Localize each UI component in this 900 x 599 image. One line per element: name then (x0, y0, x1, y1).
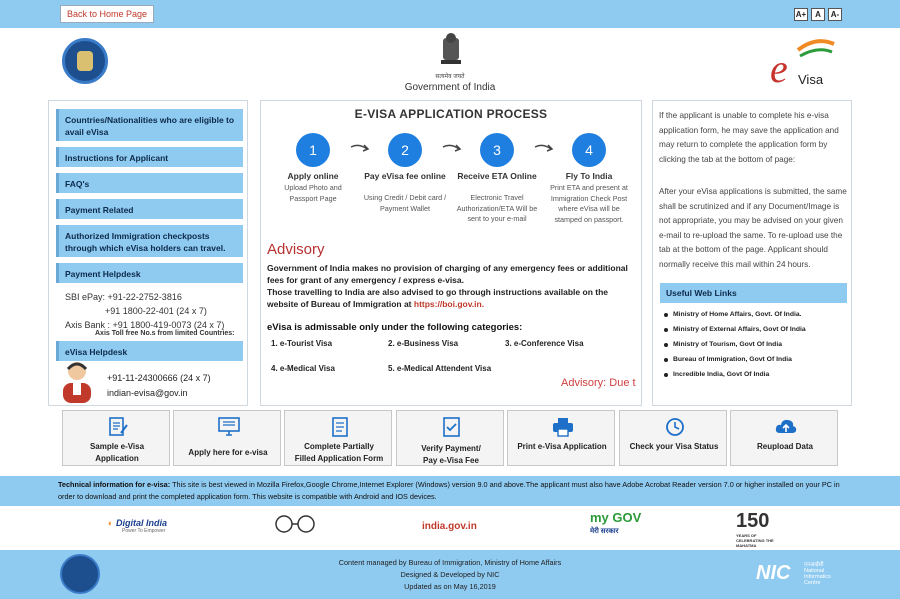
clock-icon (664, 417, 686, 437)
arrow-icon (441, 141, 463, 155)
nic-sub-text: National Informatics Centre (804, 568, 831, 586)
category-e-medical: 4. e-Medical Visa (271, 364, 335, 373)
sample-evisa-button[interactable] (62, 410, 170, 466)
digital-india-tagline: Power To Empower (122, 528, 166, 534)
nav-faqs[interactable]: FAQ's (56, 173, 243, 193)
nic-full-name (804, 562, 844, 586)
helpdesk-email[interactable]: indian-evisa@gov.in (107, 388, 188, 398)
emblem-caption: सत्यमेव जयते (435, 74, 465, 80)
process-panel (260, 100, 642, 406)
link-external-affairs[interactable]: Ministry of External Affairs, Govt Of India (673, 326, 806, 333)
advisory-heading: Advisory (267, 241, 325, 258)
nav-payment-related[interactable]: Payment Related (56, 199, 243, 219)
digital-india-text: Digital India (115, 518, 167, 528)
link-home-affairs[interactable]: Ministry of Home Affairs, Govt. Of India. (673, 311, 802, 318)
complete-partial-button[interactable] (284, 410, 392, 466)
category-e-tourist: 1. e-Tourist Visa (271, 339, 333, 348)
reupload-data-button[interactable] (730, 410, 838, 466)
advisory-paragraph-2 (267, 286, 633, 310)
nav-instructions[interactable]: Instructions for Applicant (56, 147, 243, 167)
verify-payment-button[interactable] (396, 410, 504, 466)
back-to-home-button[interactable]: Back to Home Page (60, 5, 154, 23)
footer-seal-logo (60, 554, 100, 594)
header (0, 28, 900, 96)
step-3-desc: Electronic Travel Authorization/ETA Will be sent to your e-mail (456, 193, 538, 223)
step-2-title: Pay eVisa fee online (364, 171, 446, 181)
swachh-bharat-logo[interactable] (264, 514, 326, 540)
advisory-marquee: Advisory: Due t (561, 377, 636, 389)
step-2-circle: 2 (388, 133, 422, 167)
gandhi-150-text: YEARS OF CELEBRATING THE MAHATMA (736, 533, 774, 548)
national-emblem-icon (437, 32, 465, 72)
reupload-data-label: Reupload Data (756, 442, 813, 451)
process-title: E-VISA APPLICATION PROCESS (354, 107, 548, 121)
svg-text:e: e (770, 46, 788, 88)
step-4-circle: 4 (572, 133, 606, 167)
sbi-epay-phone-2: +91 1800-22-401 (24 x 7) (105, 306, 207, 316)
verify-payment-label-2: Pay e-Visa Fee (423, 456, 479, 465)
nic-logo[interactable] (756, 562, 831, 586)
advisory-paragraph-1: Government of India makes no provision of charging of any emergency fees or additional fees for grant of any emergency / express e-visa. (267, 263, 628, 285)
advisory-paragraph-2-text: Those travelling to India are also advised to go through instructions available on the website of Bureau of Immigration at (267, 287, 609, 309)
digital-india-logo[interactable]: ◐ Digital India Power To Empower (108, 518, 167, 534)
arrow-icon (533, 141, 555, 155)
print-evisa-label: Print e-Visa Application (517, 442, 607, 451)
step-1-desc: Upload Photo and Passport Page (284, 183, 342, 203)
category-e-conference: 3. e-Conference Visa (505, 339, 584, 348)
mygov-logo[interactable] (590, 511, 641, 539)
font-increase-button[interactable]: A+ (795, 10, 807, 19)
partner-logos (0, 506, 900, 550)
india-gov-logo[interactable] (422, 521, 477, 532)
government-of-india-text: Government of India (404, 82, 496, 93)
complete-partial-label-2: Filled Application Form (294, 454, 384, 463)
check-visa-status-label: Check your Visa Status (629, 442, 719, 451)
boi-link[interactable]: https://boi.gov.in. (413, 299, 485, 309)
verify-document-icon (441, 417, 463, 437)
reupload-info: After your eVisa applications is submitted, the same shall be scrutinized and if any Document/Image is not appropriate, you may be advised on your given e-mail to re-upload the same. To re-upload use the tab at the bottom of the page. Applicant should normally receive this mail within 24 hours. (659, 187, 847, 269)
apply-evisa-button[interactable] (173, 410, 281, 466)
gandhi-150-logo[interactable] (736, 510, 786, 548)
useful-links-heading: Useful Web Links (660, 283, 847, 303)
check-visa-status-button[interactable] (619, 410, 727, 466)
sample-evisa-label-2: Application (95, 454, 139, 463)
nic-hindi-text: एनआईसी (804, 562, 824, 568)
left-navigation (48, 100, 248, 406)
technical-info-label: Technical information for e-visa: (58, 480, 171, 489)
top-bar (0, 0, 900, 28)
step-4-desc: Print ETA and present at Immigration Check Post where eVisa will be stamped on passport. (550, 183, 628, 224)
step-1-title: Apply online (287, 171, 339, 181)
footer-updated-date: Updated as on May 16,2019 (404, 582, 496, 591)
verify-payment-label: Verify Payment/ (421, 444, 481, 453)
nav-evisa-helpdesk[interactable]: eVisa Helpdesk (56, 341, 243, 361)
nav-eligible-countries[interactable]: Countries/Nationalities who are eligible to avail eVisa (56, 109, 243, 141)
link-incredible-india[interactable]: Incredible India, Govt Of India (673, 371, 770, 378)
link-bureau-immigration[interactable]: Bureau of Immigration, Govt Of India (673, 356, 792, 363)
font-normal-button[interactable]: A (811, 8, 825, 21)
technical-info-text: This site is best viewed in Mozilla Firefox,Google Chrome,Internet Explorer (Windows) version 9.0 and above.The applicant must also have Adobe Acrobat Reader version 7.0 or higher installed on your PC in order to download and print the completed application form. This website is compatible with Android and IOS devices. (58, 480, 840, 501)
sbi-epay-phone: SBI ePay: +91-22-2752-3816 (65, 292, 182, 302)
sample-evisa-label: Sample e-Visa (89, 442, 145, 451)
save-application-info: If the applicant is unable to complete his e-visa application form, he may save the application and may return to complete the application form by clicking the tab at the bottom of page: (659, 111, 839, 164)
printer-icon (552, 417, 574, 437)
main-content (0, 96, 900, 476)
footer (0, 550, 900, 599)
technical-info (0, 476, 900, 506)
helpdesk-phone: +91-11-24300666 (24 x 7) (107, 373, 211, 383)
step-4-title: Fly To India (565, 171, 613, 181)
complete-partial-label: Complete Partially (304, 442, 374, 451)
nav-immigration-checkposts[interactable]: Authorized Immigration checkposts through which eVisa holders can travel. (56, 225, 243, 257)
evisa-logo[interactable] (768, 36, 838, 88)
form-list-icon (329, 417, 351, 437)
gandhi-150-number: 150 (736, 510, 770, 532)
apply-evisa-label: Apply here for e-visa (188, 448, 268, 457)
helpdesk-agent-icon (59, 359, 95, 403)
evisa-logo-text: Visa (798, 72, 824, 87)
nic-text: NIC (756, 562, 791, 584)
monitor-icon (218, 417, 240, 437)
footer-designed-by: Designed & Developed by NIC (400, 570, 500, 579)
step-3-title: Receive ETA Online (457, 171, 537, 181)
step-2-desc: Using Credit / Debit card / Payment Wallet (363, 193, 447, 213)
category-e-business: 2. e-Business Visa (388, 339, 459, 348)
india-gov-text: india.gov.in (422, 521, 477, 532)
footer-content-managed: Content managed by Bureau of Immigration, Ministry of Home Affairs (338, 558, 562, 567)
step-3-circle: 3 (480, 133, 514, 167)
font-decrease-button[interactable]: A- (828, 8, 842, 21)
axis-bank-phone: Axis Bank : +91 1800-419-0073 (24 x 7) (65, 320, 225, 330)
immigration-seal-logo[interactable] (62, 38, 108, 84)
category-e-medical-attendant: 5. e-Medical Attendent Visa (388, 364, 492, 373)
axis-tollfree-note: Axis Toll free No.s from limited Countries: (95, 330, 235, 337)
arrow-icon (349, 141, 371, 155)
step-1-circle: 1 (296, 133, 330, 167)
font-size-controls (794, 8, 842, 21)
cloud-upload-icon (775, 417, 797, 437)
categories-heading: eVisa is admissable only under the following categories: (267, 322, 523, 333)
nav-payment-helpdesk[interactable]: Payment Helpdesk (56, 263, 243, 283)
link-tourism[interactable]: Ministry of Tourism, Govt Of India (673, 341, 783, 348)
document-edit-icon (107, 417, 129, 437)
mygov-hindi-text: मेरी सरकार (590, 528, 619, 535)
print-evisa-button[interactable] (507, 410, 615, 466)
mygov-text: my GOV (590, 510, 642, 525)
info-panel (652, 100, 852, 406)
